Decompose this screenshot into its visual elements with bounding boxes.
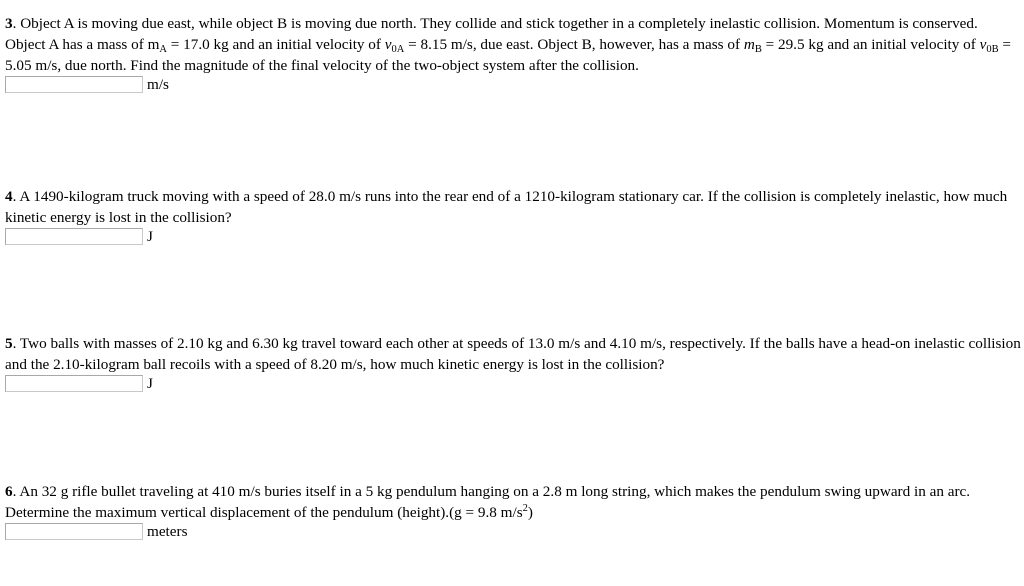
question-5-number: 5 <box>5 335 13 352</box>
question-6-unit: meters <box>147 523 188 540</box>
question-6-text: 6. An 32 g rifle bullet traveling at 410 m/s buries itself in a 5 kg pendulum hanging on a 2.8 m long string, which makes the pendulum swing upward in an arc. Determine the maximum vertical displacement of the pendulum (height).(g = 9.8 $m/s^2$) <box>5 483 971 521</box>
question-5-unit: J <box>147 375 153 392</box>
question-4-text: 4. A 1490-kilogram truck moving with a speed of 28.0 m/s runs into the rear end of a 1210-kilogram stationary car. If the collision is completely inelastic, how much kinetic energy is lost in the collision? <box>5 188 1008 226</box>
question-4-unit: J <box>147 228 153 245</box>
question-6-answer-input[interactable] <box>5 523 143 540</box>
question-3 <box>5 13 1021 96</box>
question-4-answer-row <box>5 228 1021 248</box>
question-5-answer-input[interactable] <box>5 375 143 392</box>
question-6-answer-row <box>5 523 1021 543</box>
question-3-answer-input[interactable] <box>5 76 143 93</box>
question-4 <box>5 186 1021 248</box>
question-6-number: 6 <box>5 483 13 500</box>
question-5-text: 5. Two balls with masses of 2.10 kg and 6.30 kg travel toward each other at speeds of 13.0 m/s and 4.10 m/s, respectively. If the balls have a head-on inelastic collision and the 2.10-kilogram ball recoils with a speed of 8.20 m/s, how much kinetic energy is lost in the collision? <box>5 335 1021 373</box>
question-4-answer-input[interactable] <box>5 228 143 245</box>
question-6 <box>5 481 1021 543</box>
question-5-answer-row <box>5 375 1021 395</box>
question-3-text: 3. Object A is moving due east, while object B is moving due north. They collide and stick together in a completely inelastic collision. Momentum is conserved. Object A has a mass of $m_A = 17.0$ kg and an initial velocity of $v_{0A} = 8.15$ m/s, due east. Object B, however, has a mass of $m_B = 29.5$ kg and an initial velocity of $v_{0B} = 5.05$ m/s, due north. Find the magnitude of the final velocity of the two-object system after the collision. <box>5 15 1011 74</box>
question-3-answer-row <box>5 76 1021 96</box>
question-3-number: 3 <box>5 15 13 32</box>
question-3-unit: m/s <box>147 76 169 93</box>
question-4-number: 4 <box>5 188 13 205</box>
question-5 <box>5 333 1021 395</box>
